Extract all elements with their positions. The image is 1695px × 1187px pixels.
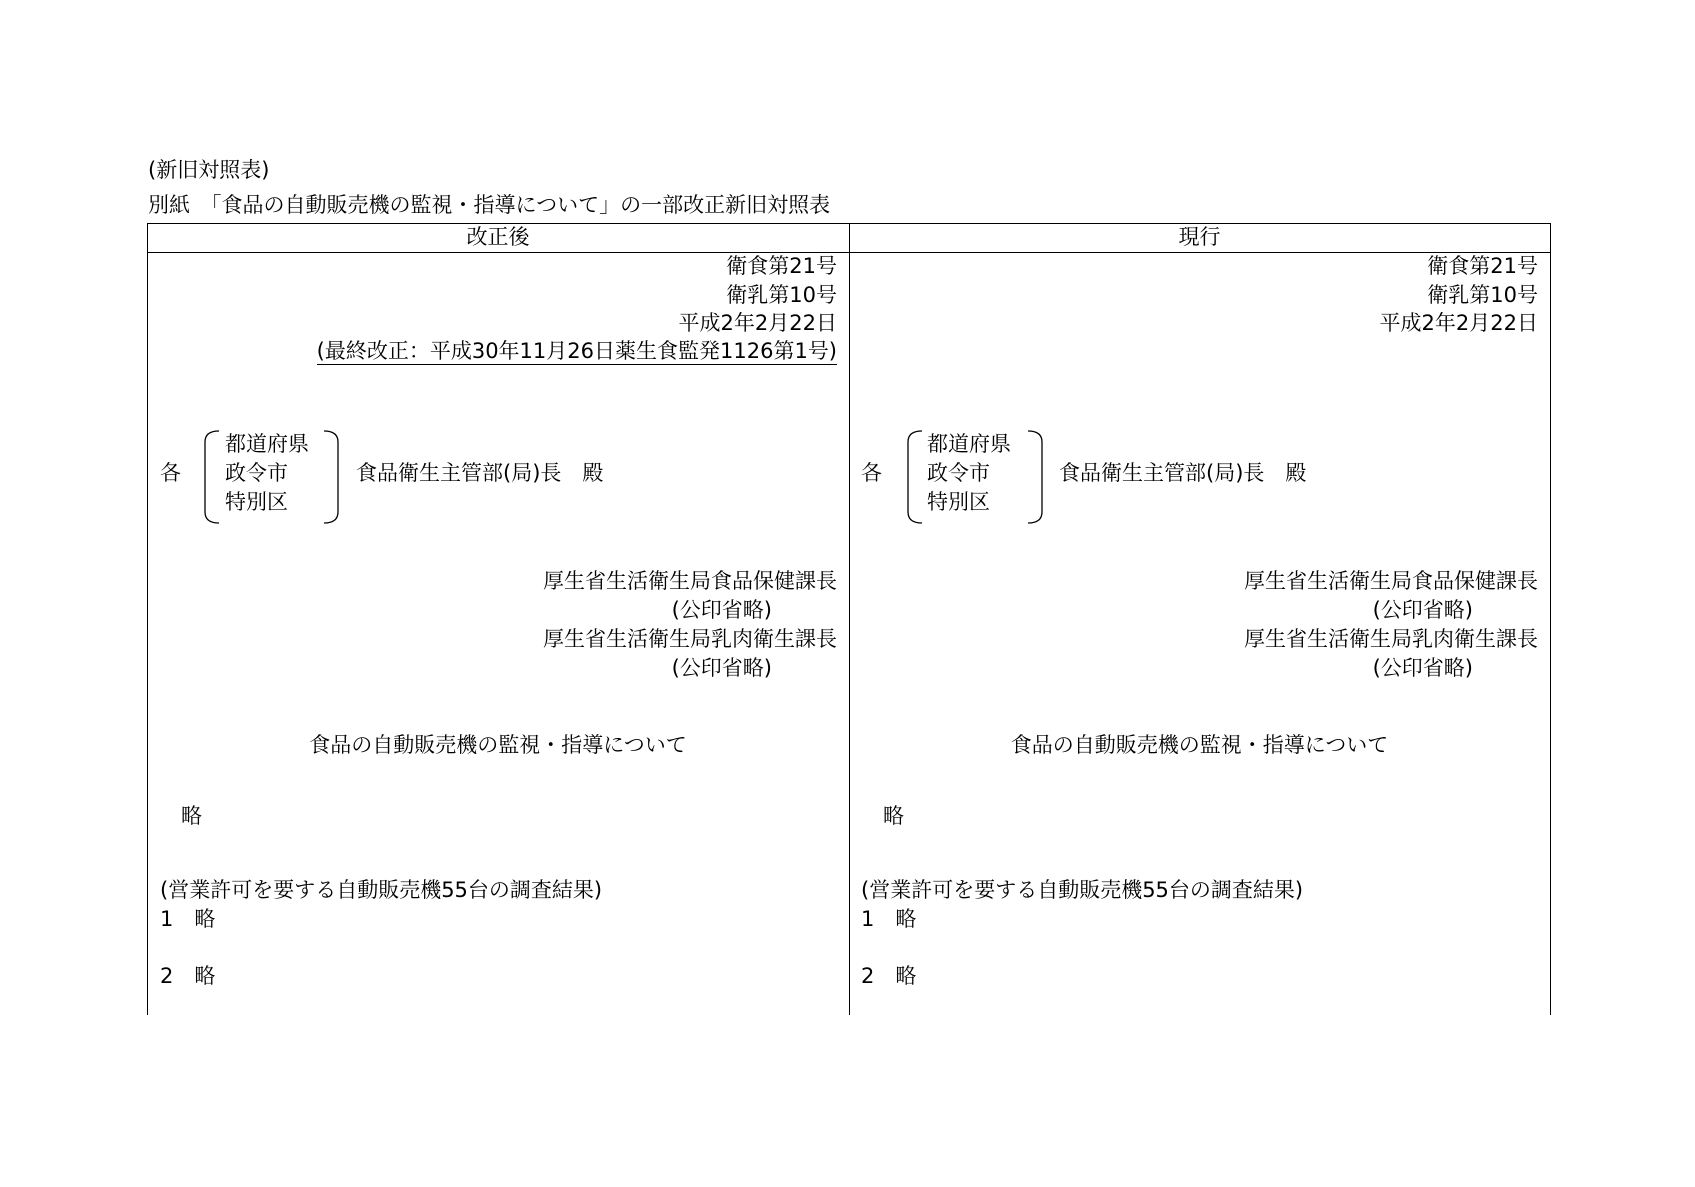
addressee-list-item: 特別区: [225, 490, 288, 514]
doc-number-1: 衛食第21号: [726, 254, 837, 278]
sender-name: 厚生省生活衛生局乳肉衛生課長: [543, 627, 837, 651]
survey-heading: (営業許可を要する自動販売機55台の調査結果): [861, 878, 1304, 902]
sender-seal: (公印省略): [1372, 598, 1473, 622]
survey-item: 1 略: [861, 907, 917, 931]
sender-name: 厚生省生活衛生局食品保健課長: [1244, 569, 1538, 593]
addressee-prefix: 各: [160, 461, 181, 485]
addressee-list-item: 政令市: [225, 461, 288, 485]
survey-item: 2 略: [861, 964, 917, 988]
addressee-list-item: 政令市: [927, 461, 990, 485]
column-header-current: 現行: [1178, 225, 1221, 249]
addressee-list-item: 都道府県: [927, 432, 1011, 456]
omitted-text: 略: [181, 804, 202, 828]
document-title: 別紙 「食品の自動販売機の監視・指導について」の一部改正新旧対照表: [148, 193, 831, 217]
omitted-text: 略: [883, 804, 904, 828]
last-revision-note: [317, 341, 837, 362]
left-bracket-icon: [904, 430, 924, 524]
table-left-border: [147, 223, 148, 1015]
addressee-list-item: 都道府県: [225, 432, 309, 456]
addressee-list-item: 特別区: [927, 490, 990, 514]
doc-number-2: 衛乳第10号: [1427, 283, 1538, 307]
table-right-border: [1550, 223, 1551, 1015]
right-bracket-icon: [1026, 430, 1046, 524]
doc-date: 平成2年2月22日: [1379, 311, 1538, 335]
column-header-revised: 改正後: [466, 225, 530, 249]
document-caption: (新旧対照表): [148, 158, 270, 182]
sender-seal: (公印省略): [671, 598, 772, 622]
table-center-divider: [849, 223, 850, 1015]
survey-item: 1 略: [160, 907, 216, 931]
right-bracket-icon: [322, 430, 342, 524]
sender-seal: (公印省略): [1372, 656, 1473, 680]
doc-number-2: 衛乳第10号: [726, 283, 837, 307]
survey-heading: (営業許可を要する自動販売機55台の調査結果): [160, 878, 603, 902]
last-revision-text: (最終改正：平成30年11月26日薬生食監発1126第1号): [316, 339, 837, 363]
subject-line: 食品の自動販売機の監視・指導について: [309, 733, 687, 757]
doc-date: 平成2年2月22日: [678, 311, 837, 335]
sender-name: 厚生省生活衛生局食品保健課長: [543, 569, 837, 593]
subject-line: 食品の自動販売機の監視・指導について: [1010, 733, 1389, 757]
survey-item: 2 略: [160, 964, 216, 988]
addressee-title: 食品衛生主管部(局)長 殿: [356, 461, 604, 485]
left-bracket-icon: [201, 430, 221, 524]
doc-number-1: 衛食第21号: [1427, 254, 1538, 278]
sender-seal: (公印省略): [671, 656, 772, 680]
addressee-title: 食品衛生主管部(局)長 殿: [1059, 461, 1307, 485]
sender-name: 厚生省生活衛生局乳肉衛生課長: [1244, 627, 1538, 651]
addressee-prefix: 各: [861, 461, 882, 485]
